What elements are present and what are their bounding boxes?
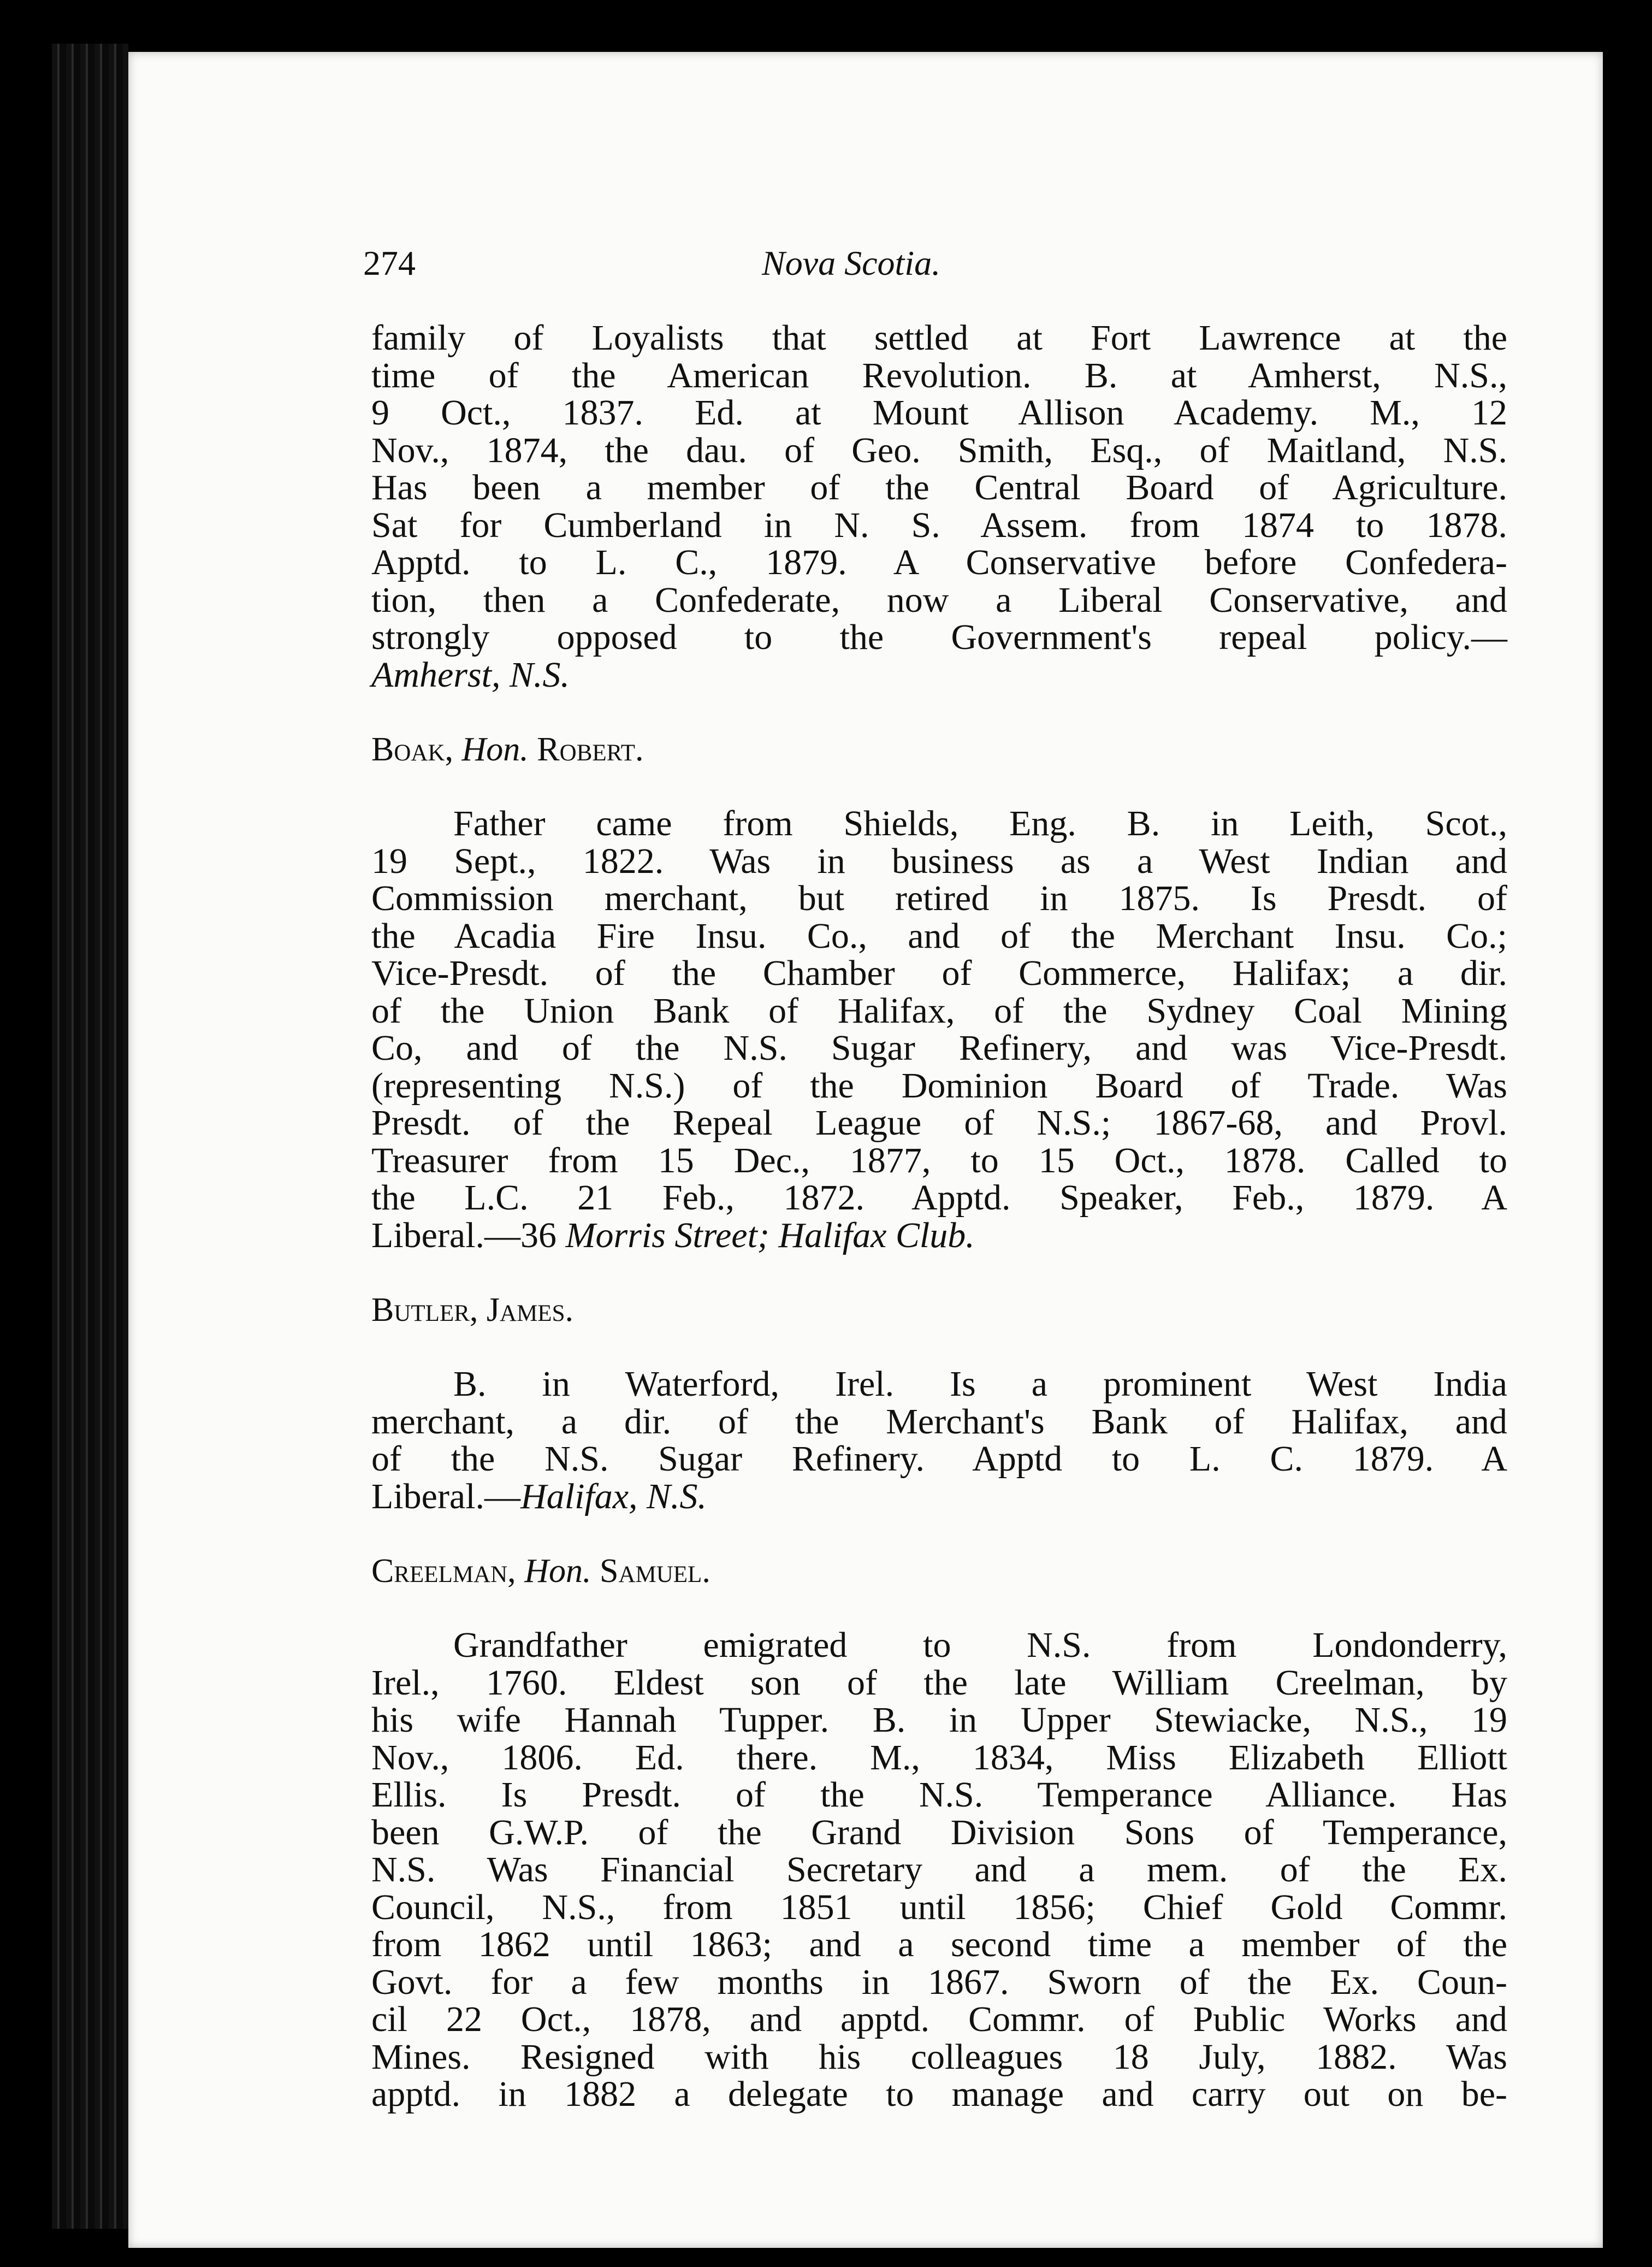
text-line: Has been a member of the Central Board of Agriculture.: [371, 468, 1507, 507]
text-line: Nov., 1874, the dau. of Geo. Smith, Esq., of Maitland, N.S.: [371, 430, 1507, 470]
entry-body-creelman: [371, 1627, 1507, 2113]
text-line: B. in Waterford, Irel. Is a prominent West India: [453, 1364, 1507, 1404]
text-line: apptd. in 1882 a delegate to manage and carry out on be-: [371, 2074, 1507, 2114]
entry-given-name: James.: [486, 1291, 573, 1329]
text-line: tion, then a Confederate, now a Liberal Conservative, and: [371, 580, 1507, 620]
text-line: Govt. for a few months in 1867. Sworn of the Ex. Coun-: [371, 1962, 1507, 2002]
text-line-final: [371, 1478, 1507, 1516]
entry-given-name: Robert.: [537, 731, 644, 768]
entry-surname: Butler,: [371, 1291, 478, 1329]
running-head: Nova Scotia.: [762, 244, 941, 282]
text-line: Irel., 1760. Eldest son of the late William Creelman, by: [371, 1662, 1507, 1703]
entry-body-boak: [371, 805, 1507, 1254]
text-line: merchant, a dir. of the Merchant's Bank of Halifax, and: [371, 1401, 1507, 1442]
text-line: Father came from Shields, Eng. B. in Leith, Scot.,: [453, 804, 1507, 843]
text-line: of the Union Bank of Halifax, of the Sydney Coal Mining: [371, 990, 1507, 1031]
text-line: cil 22 Oct., 1878, and apptd. Commr. of Public Works and: [371, 1999, 1507, 2039]
text-line: Presdt. of the Repeal League of N.S.; 1867-68, and Provl.: [371, 1103, 1507, 1143]
text-line: Mines. Resigned with his colleagues 18 July, 1882. Was: [371, 2036, 1507, 2077]
text-line: Council, N.S., from 1851 until 1856; Chief Gold Commr.: [371, 1887, 1507, 1927]
text-line: time of the American Revolution. B. at Amherst, N.S.,: [371, 355, 1507, 395]
book-page: [128, 52, 1603, 2248]
entry-title: Hon.: [461, 731, 529, 768]
text-line: N.S. Was Financial Secretary and a mem. of the Ex.: [371, 1850, 1507, 1890]
text-line: been G.W.P. of the Grand Division Sons of Temperance,: [371, 1812, 1507, 1852]
text-line: from 1862 until 1863; and a second time a member of the: [371, 1924, 1507, 1964]
line-text: Liberal.—: [371, 1476, 521, 1516]
text-line: strongly opposed to the Government's repeal policy.—: [371, 617, 1507, 657]
text-line: 9 Oct., 1837. Ed. at Mount Allison Academy. M., 12: [371, 393, 1507, 433]
entry-given-name: Samuel.: [599, 1552, 710, 1590]
text-line: Grandfather emigrated to N.S. from Londonderry,: [453, 1625, 1507, 1665]
entry-heading-creelman: [371, 1552, 1507, 1590]
text-line: Nov., 1806. Ed. there. M., 1834, Miss Elizabeth Elliott: [371, 1737, 1507, 1778]
text-line: Co, and of the N.S. Sugar Refinery, and was Vice-Presdt.: [371, 1028, 1507, 1068]
page-number: 274: [363, 244, 416, 282]
entry-heading-boak: [371, 731, 1507, 768]
text-line: Vice-Presdt. of the Chamber of Commerce, Halifax; a dir.: [371, 953, 1507, 993]
entry-address: Morris Street; Halifax Club.: [565, 1215, 975, 1255]
text-line: (representing N.S.) of the Dominion Board of Trade. Was: [371, 1065, 1507, 1106]
text-line: of the N.S. Sugar Refinery. Apptd to L. C. 1879. A: [371, 1439, 1507, 1479]
entry-body-butler: [371, 1366, 1507, 1515]
entry-address: Amherst, N.S.: [371, 654, 570, 695]
entry-title: Hon.: [524, 1552, 591, 1590]
book-binding-edge: [52, 44, 128, 2229]
entry-heading-butler: [371, 1291, 1507, 1329]
entry-surname: Creelman,: [371, 1552, 516, 1590]
text-line: the L.C. 21 Feb., 1872. Apptd. Speaker, Feb., 1879. A: [371, 1178, 1507, 1218]
text-line: family of Loyalists that settled at Fort Lawrence at the: [371, 318, 1507, 358]
text-line: Ellis. Is Presdt. of the N.S. Temperance Alliance. Has: [371, 1775, 1507, 1815]
text-line: Sat for Cumberland in N. S. Assem. from 1874 to 1878.: [371, 505, 1507, 545]
entry-surname: Boak,: [371, 731, 454, 768]
line-text: Liberal.—36: [371, 1215, 566, 1255]
text-line: Commission merchant, but retired in 1875. Is Presdt. of: [371, 878, 1507, 918]
continued-entry: [371, 320, 1507, 694]
text-line: the Acadia Fire Insu. Co., and of the Merchant Insu. Co.;: [371, 916, 1507, 956]
text-line: Apptd. to L. C., 1879. A Conservative before Confedera-: [371, 542, 1507, 582]
text-column: [371, 320, 1507, 2113]
text-line: 19 Sept., 1822. Was in business as a West Indian and: [371, 841, 1507, 881]
text-line: his wife Hannah Tupper. B. in Upper Stewiacke, N.S., 19: [371, 1700, 1507, 1740]
page-header: [128, 243, 1603, 298]
entry-address: Halifax, N.S.: [520, 1476, 707, 1516]
text-line-final: [371, 1217, 1507, 1255]
text-line: Treasurer from 15 Dec., 1877, to 15 Oct., 1878. Called to: [371, 1140, 1507, 1180]
